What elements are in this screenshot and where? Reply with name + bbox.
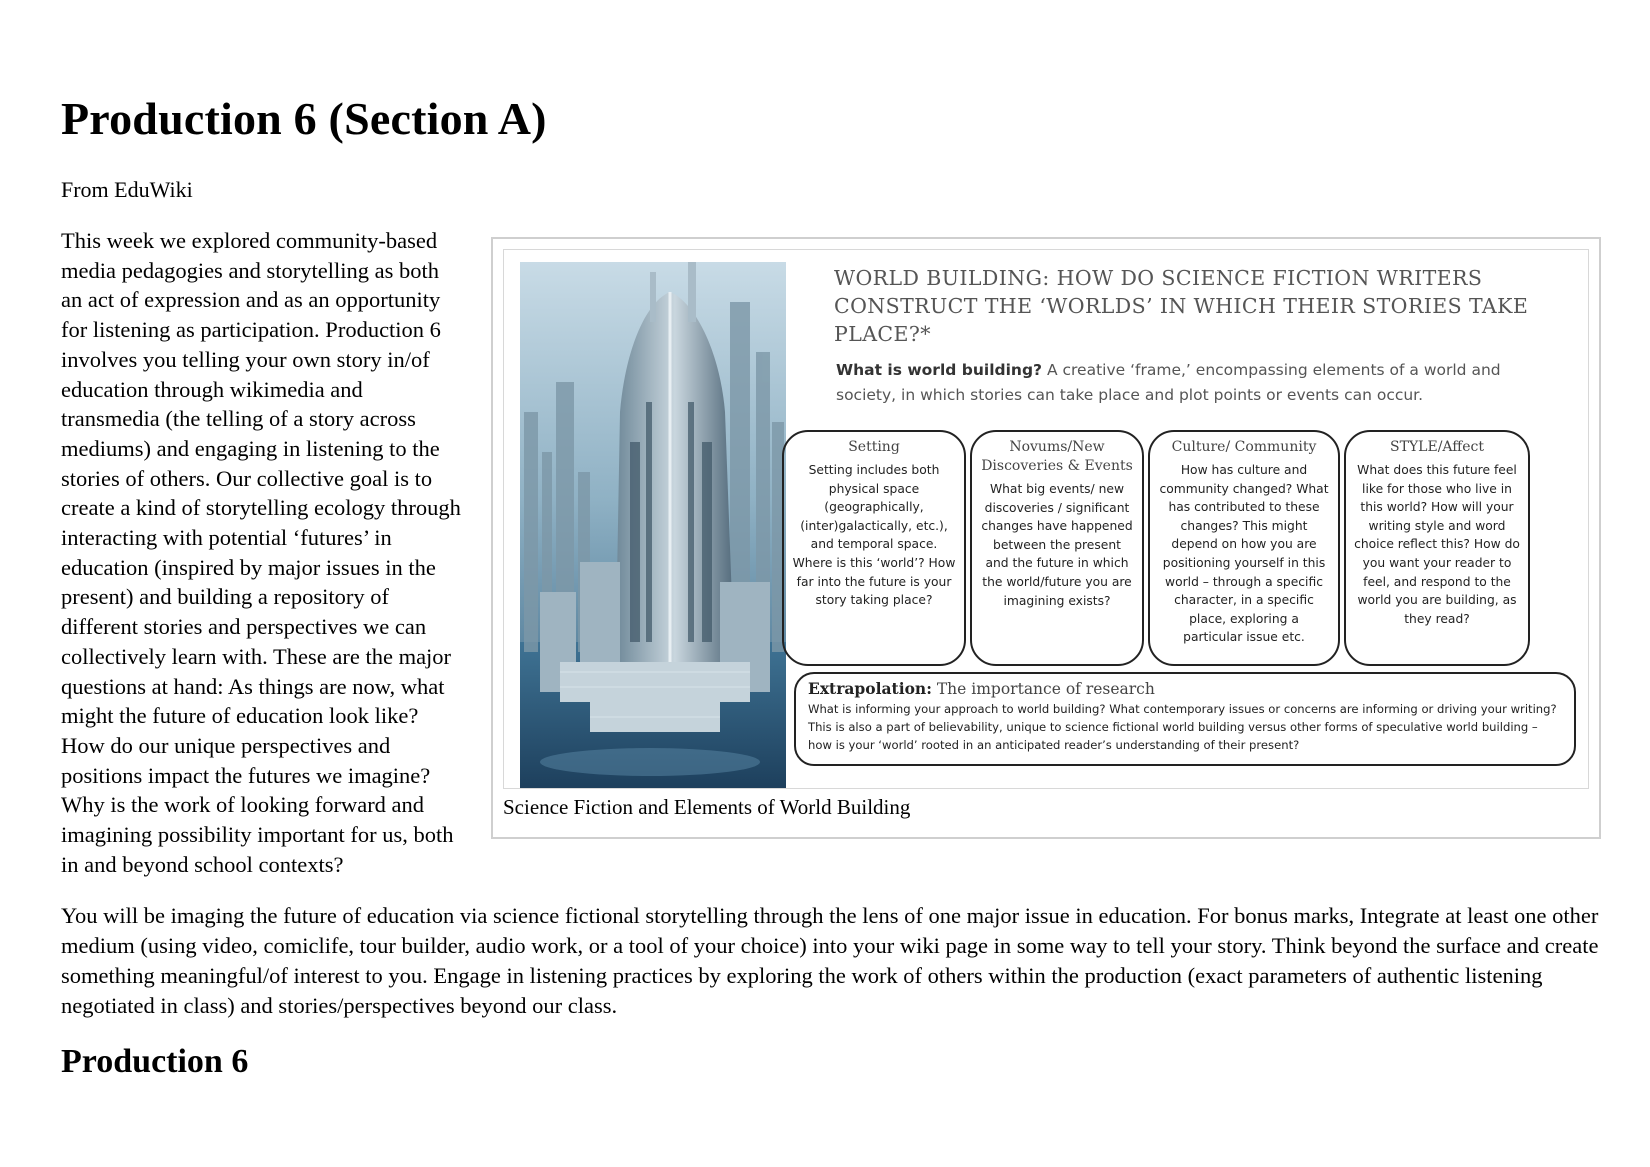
extrapolation-box: [794, 672, 1576, 766]
definition-lead: What is world building?: [836, 361, 1043, 379]
box-heading: Setting: [848, 439, 900, 455]
section-heading: Production 6: [61, 1043, 249, 1081]
box-text: What does this future feel like for those who live in this world? How will your writing style and word choice reflect this? How do you want your reader to feel, and respond to the world you are building, as they read?: [1354, 463, 1520, 626]
city-illustration: [520, 262, 786, 789]
novums-box: [970, 430, 1144, 666]
definition-text: A creative ‘frame,’ encompassing elements of a world and society, in which stories can take place and plot points or events can occur.: [836, 361, 1501, 404]
box-heading: STYLE/Affect: [1390, 439, 1484, 455]
world-building-infographic[interactable]: [503, 249, 1589, 789]
setting-box: [782, 430, 966, 666]
assignment-paragraph: You will be imaging the future of education via science fictional storytelling through the lens of one major issue in education. For bonus marks, Integrate at least one other medium (using video, comiclife, tour builder, audio work, or a tool of your choice) into your wiki page in some way to tell your story. Think beyond the surface and create something meaningful/of interest to you. Engage in listening practices by exploring the work of others within the production (exact parameters of authentic listening negotiated in class) and stories/perspectives beyond our class.: [61, 903, 1599, 1018]
source-line: From EduWiki: [61, 177, 193, 202]
extrapolation-subheading: The importance of research: [931, 680, 1155, 698]
article: [61, 92, 1601, 1082]
intro-paragraph: This week we explored community-based media pedagogies and storytelling as both an act of expression and as an opportunity for listening as participation. Production 6 involves you telling your own story in/of education through wikimedia and transmedia (the telling of a story across mediums) and engaging in listening to the stories of others. Our collective goal is to create a kind of storytelling ecology through interacting with potential ‘futures’ in education (inspired by major issues in the present) and building a repository of different stories and perspectives we can collectively learn with. These are the major questions at hand: As things are now, what might the future of education look like? How do our unique perspectives and positions impact the futures we imagine? Why is the work of looking forward and imagining possibility important for us, both in and beyond school contexts?: [61, 228, 461, 877]
page-title: Production 6 (Section A): [61, 93, 547, 144]
box-text: What big events/ new discoveries / significant changes have happened between the present and the future in which the world/future you are imagining exists?: [981, 482, 1133, 608]
box-text: Setting includes both physical space (geographically, (inter)galactically, etc.), and temporal space. Where is this ‘world’? How far into the future is your story taking place?: [792, 463, 956, 608]
extrapolation-lead: Extrapolation:: [808, 679, 932, 698]
box-heading: Culture/ Community: [1171, 439, 1317, 455]
infographic-title: WORLD BUILDING: HOW DO SCIENCE FICTION WRITERS CONSTRUCT THE ‘WORLDS’ IN WHICH THEIR STORIES TAKE PLACE?*: [834, 266, 1529, 346]
culture-box: [1148, 430, 1340, 666]
extrapolation-heading: [808, 678, 1562, 700]
figure-caption: Science Fiction and Elements of World Building: [503, 795, 911, 819]
extrapolation-text: What is informing your approach to world building? What contemporary issues or concerns are informing or driving your writing? This is also a part of believability, unique to science fictional world building versus other forms of speculative world building – how is your ‘world’ rooted in an anticipated reader’s understanding of their present?: [808, 702, 1557, 752]
figure-thumbnail[interactable]: [491, 237, 1601, 839]
box-text: How has culture and community changed? What has contributed to these changes? This might depend on how you are positioning yourself in this world – through a specific character, in a specific place, exploring a particular issue etc.: [1159, 463, 1329, 645]
world-building-definition: [836, 358, 1556, 408]
box-heading: Novums/New Discoveries & Events: [981, 439, 1133, 474]
style-affect-box: [1344, 430, 1530, 666]
